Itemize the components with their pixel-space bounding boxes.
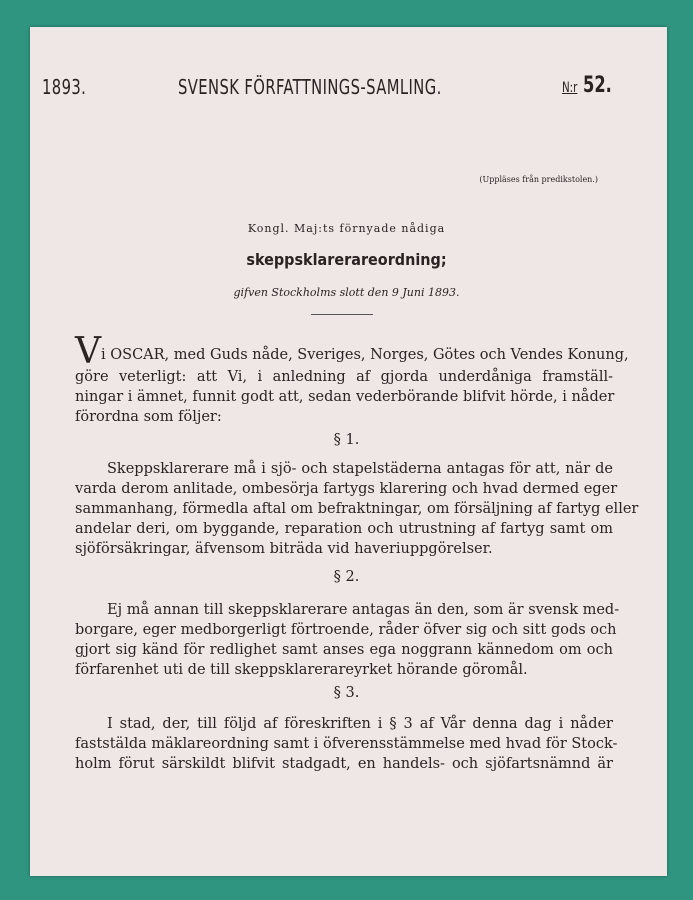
section-3-text: [75, 714, 618, 774]
s1-line-2: varda derom anlitade, ombesörja fartygs klarering och hvad dermed eger: [75, 481, 618, 497]
intro-line-3: ningar i ämnet, funnit godt att, sedan vederbörande blifvit hörde, i nåder: [75, 389, 615, 405]
s2-line-4: förfarenhet uti de till skeppsklarerareyrket hörande göromål.: [75, 662, 528, 678]
section-mark-3: § 3.: [333, 685, 360, 701]
initial-letter: V: [75, 331, 101, 372]
s2-line-2: borgare, eger medborgerligt förtroende, råder öfver sig och sitt gods och: [75, 622, 617, 638]
header-year: 1893.: [42, 75, 87, 99]
intro-line-2: göre veterligt: att Vi, i anledning af gjorda underdåniga framställ-: [75, 369, 613, 385]
decree-date: gifven Stockholms slott den 9 Juni 1893.: [233, 286, 460, 299]
section-2-text: [75, 600, 620, 680]
s2-line-1: Ej må annan till skeppsklarerare antagas än den, som är svensk med-: [107, 602, 620, 618]
page-header: [42, 47, 612, 99]
intro-line-4: förordna som följer:: [75, 409, 222, 425]
intro-paragraph: [75, 331, 629, 427]
number-value: 52.: [583, 73, 612, 98]
decree-title: skeppsklarerareordning;: [246, 250, 447, 269]
intro-line-1: Vi OSCAR, med Guds nåde, Sveriges, Norges, Götes och Vendes Konung,: [75, 331, 629, 372]
s3-line-3: holm förut särskildt blifvit stadgadt, en handels- och sjöfartsnämnd är: [75, 756, 613, 772]
header-number: [562, 73, 612, 98]
section-mark-2: § 2.: [333, 569, 360, 585]
s3-line-1: I stad, der, till följd af föreskriften i § 3 af Vår denna dag i nåder: [107, 716, 613, 732]
reading-note: (Uppläses från predikstolen.): [479, 175, 598, 184]
s1-line-3: sammanhang, förmedla aftal om befraktningar, om försäljning af fartyg eller: [75, 501, 639, 517]
number-prefix: N:r: [562, 80, 578, 96]
divider: [311, 314, 373, 315]
s1-line-5: sjöförsäkringar, äfvensom biträda vid haveriuppgörelser.: [75, 541, 493, 557]
s3-line-2: faststälda mäklareordning samt i öfverensstämmelse med hvad för Stock-: [75, 736, 618, 752]
section-mark-1: § 1.: [333, 432, 360, 448]
decree-preamble: Kongl. Maj:ts förnyade nådiga: [247, 222, 446, 235]
s1-line-1: Skeppsklarerare må i sjö- och stapelstäderna antagas för att, när de: [107, 461, 613, 477]
section-1-text: [75, 459, 639, 559]
s1-line-4: andelar deri, om byggande, reparation och utrustning af fartyg samt om: [75, 521, 613, 537]
header-title: SVENSK FÖRFATTNINGS-SAMLING.: [178, 75, 442, 99]
s2-line-3: gjort sig känd för redlighet samt anses ega noggrann kännedom om och: [75, 642, 613, 658]
